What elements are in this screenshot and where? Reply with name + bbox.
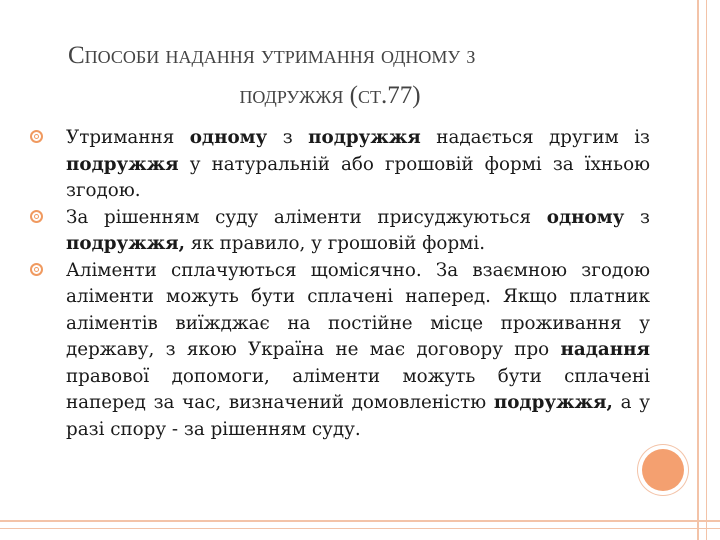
bold-segment: подружжя, xyxy=(493,392,613,413)
bullet-icon xyxy=(30,263,43,276)
text-segment: з xyxy=(267,127,309,148)
bullet-list xyxy=(30,125,650,443)
bold-segment: подружжя xyxy=(308,127,421,148)
bullet-item xyxy=(30,205,650,258)
bullet-text xyxy=(66,127,650,201)
text-segment: правової допомоги, аліменти можуть бути сплачені наперед за час, визначений домовленістю xyxy=(66,365,650,413)
text-segment: Утримання xyxy=(66,127,190,148)
frame-line-horizontal-inner xyxy=(0,528,720,529)
bold-segment: надання xyxy=(560,339,650,360)
text-segment: з xyxy=(624,206,650,228)
frame-line-vertical xyxy=(697,0,699,540)
text-segment: Аліменти сплачуються щомісячно. За взаємною згодою аліменти можуть бути сплачені наперед. Якщо платник аліментів виїжджає на постійне місце проживання у державу, з якою Україна не має договору про xyxy=(66,259,650,360)
text-segment: як правило, у грошовій формі. xyxy=(185,233,486,254)
slide-title-line-2: подружжя (ст.77) xyxy=(239,82,421,109)
frame-line-vertical-inner xyxy=(706,0,707,540)
bullet-item xyxy=(30,125,650,205)
bold-segment: одному xyxy=(546,206,625,228)
bullet-text xyxy=(66,260,650,440)
frame-line-horizontal xyxy=(0,520,720,522)
text-segment: надається другим із xyxy=(420,127,651,148)
bullet-text xyxy=(66,207,650,255)
text-segment: За рішенням суду аліменти присуджуються xyxy=(66,206,547,228)
bold-segment: подружжя xyxy=(66,153,179,175)
text-segment: а у разі спору - за рішенням суду. xyxy=(66,392,650,440)
text-segment: у натуральній або грошовій формі за їхньою згодою. xyxy=(66,153,650,201)
decorative-circle xyxy=(642,449,684,491)
bold-segment: подружжя, xyxy=(66,233,186,254)
bullet-item xyxy=(30,258,650,444)
bullet-icon xyxy=(30,210,43,223)
slide-title-line-1: Способи надання утримання одному з xyxy=(68,42,476,69)
bold-segment: одному xyxy=(189,127,268,148)
bullet-icon xyxy=(30,130,43,143)
slide-title xyxy=(40,36,660,116)
